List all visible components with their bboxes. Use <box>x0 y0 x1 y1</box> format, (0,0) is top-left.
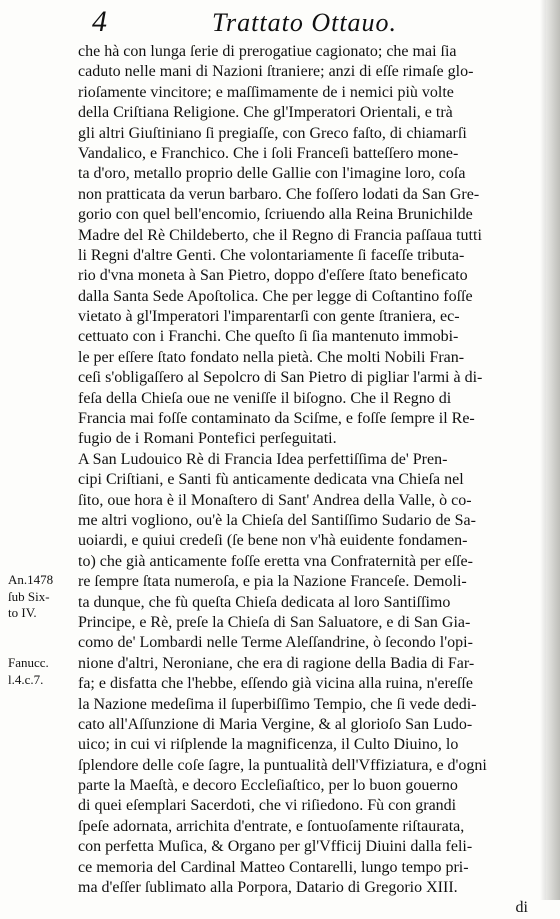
text-line: uico; in cui vi riſplende la magnificenza, il Culto Diuino, lo <box>78 736 459 754</box>
text-line: parte la Maeſtà, e decoro Eccleſiaſtico, per lo buon gouerno <box>78 777 458 795</box>
text-line: ta d'oro, metallo proprio delle Gallie con l'imagine loro, coſa <box>78 165 466 183</box>
margin-note-line: Fanucc. <box>8 655 49 670</box>
text-line: gorio con quel bell'encomio, ſcriuendo alla Reina Brunichilde <box>78 206 473 224</box>
page-edge <box>546 0 560 900</box>
text-line: di quei eſemplari Sacerdoti, che vi riſiedono. Fù con grandi <box>78 797 457 815</box>
text-line: ſplendore delle coſe ſagre, la puntualità dell'Vffiziatura, e d'ogni <box>78 756 487 774</box>
margin-note-line: An.1478 <box>8 572 54 587</box>
text-line: re ſempre ſtata numeroſa, e pia la Nazione Franceſe. Demoli- <box>78 573 467 591</box>
text-line: cipi Criſtiani, e Santi fù anticamente dedicata vna Chieſa nel <box>78 471 464 489</box>
margin-note-date <box>8 572 78 622</box>
text-line: che hà con lunga ſerie di prerogatiue cagionato; che mai ſia <box>78 43 457 60</box>
text-line: fugio de i Romani Pontefici perſeguitati. <box>78 430 337 448</box>
text-line: Madre del Rè Childeberto, che il Regno di Francia paſſaua tutti <box>78 226 482 244</box>
text-line: le per eſſere ſtato fondato nella pietà. Che molti Nobili Fran- <box>78 348 465 366</box>
text-line: la Nazione medeſima il ſuperbiſſimo Tempio, che ſi vede dedi- <box>78 695 477 713</box>
text-line: vietato à gl'Imperatori l'imparentarſi con gente ſtraniera, ec- <box>78 308 460 326</box>
text-line: ce memoria del Cardinal Matteo Contarelli, lungo tempo pri- <box>78 858 469 876</box>
text-line: non pratticata da verun barbaro. Che foſſero lodati da San Gre- <box>78 185 480 203</box>
page-number: 4 <box>92 5 107 38</box>
text-line: me altri vogliono, ou'è la Chieſa del Santiſſimo Sudario de Sa- <box>78 511 476 529</box>
running-title: Trattato Ottauo. <box>212 8 398 37</box>
body-text <box>78 42 538 919</box>
text-line: ma d'eſſer ſublimato alla Porpora, Datario di Gregorio XIII. <box>78 879 458 897</box>
margin-note-citation <box>8 655 78 688</box>
text-line: Vandalico, e Franchico. Che i ſoli Franceſi batteſſero mone- <box>78 144 459 162</box>
text-line: como de' Lombardi nelle Terme Aleſſandrine, ò ſecondo l'opi- <box>78 634 473 652</box>
margin-note-line: l.4.c.7. <box>8 671 44 687</box>
text-line: Francia mai foſſe contaminato da Sciſme, e foſſe ſempre il Re- <box>78 410 475 428</box>
text-line: ſito, oue hora è il Monaſtero di Sant' Andrea della Valle, ò co- <box>78 491 472 509</box>
text-line: rio d'vna moneta à San Pietro, doppo d'eſſere ſtato beneficato <box>78 267 468 285</box>
margin-note-line: to IV. <box>8 605 37 620</box>
text-line: cato all'Aſſunzione di Maria Vergine, & al glorioſo San Ludo- <box>78 715 473 733</box>
page-header <box>92 4 532 44</box>
text-line: Principe, e Rè, preſe la Chieſa di San Saluatore, e di San Gia- <box>78 613 471 631</box>
text-line: dalla Santa Sede Apoſtolica. Che per legge di Coſtantino foſſe <box>78 287 473 305</box>
margin-note-line: ſub Six- <box>8 588 50 604</box>
text-line: uoiardi, e quiui credeſi (ſe bene non v'hà euidente fondamen- <box>78 532 468 550</box>
text-line: ceſi s'obligaſſero al Sepolcro di San Pietro di pigliar l'armi à di- <box>78 369 483 387</box>
catchword: di <box>515 899 528 917</box>
text-line: A San Ludouico Rè di Francia Idea perfettiſſima de' Pren- <box>78 450 448 468</box>
text-line: nione d'altri, Neroniane, che era di ragione della Badia di Far- <box>78 654 475 672</box>
text-line: to) che già anticamente foſſe eretta vna Confraternità per eſſe- <box>78 552 473 570</box>
text-line: ta dunque, che fù queſta Chieſa dedicata al loro Santiſſimo <box>78 593 451 611</box>
text-line: gli altri Giuſtiniano ſi pregiaſſe, con Greco faſto, di chiamarſi <box>78 124 467 142</box>
text-line: rioſamente vincitore; e maſſimamente de i nemici più volte <box>78 83 454 101</box>
text-line: caduto nelle mani di Nazioni ſtraniere; anzi di eſſe rimaſe glo- <box>78 63 474 81</box>
text-line: con perfetta Muſica, & Organo per gl'Vfficij Diuini dalla feli- <box>78 838 473 856</box>
text-line: della Criſtiana Religione. Che gl'Imperatori Orientali, e trà <box>78 104 453 122</box>
text-line: ſpeſe adornata, arrichita d'entrate, e ſontuoſamente riſtaurata, <box>78 817 465 835</box>
text-line: feſa della Chieſa oue ne veniſſe il biſogno. Che il Regno di <box>78 389 452 407</box>
text-line: fa; e disfatta che l'hebbe, eſſendo già vicina alla ruina, n'ereſſe <box>78 675 473 693</box>
text-line: li Regni d'altre Genti. Che volontariamente ſi faceſſe tributa- <box>78 246 465 264</box>
text-line: cettuato con i Franchi. Che queſto ſi ſia mantenuto immobi- <box>78 328 459 346</box>
